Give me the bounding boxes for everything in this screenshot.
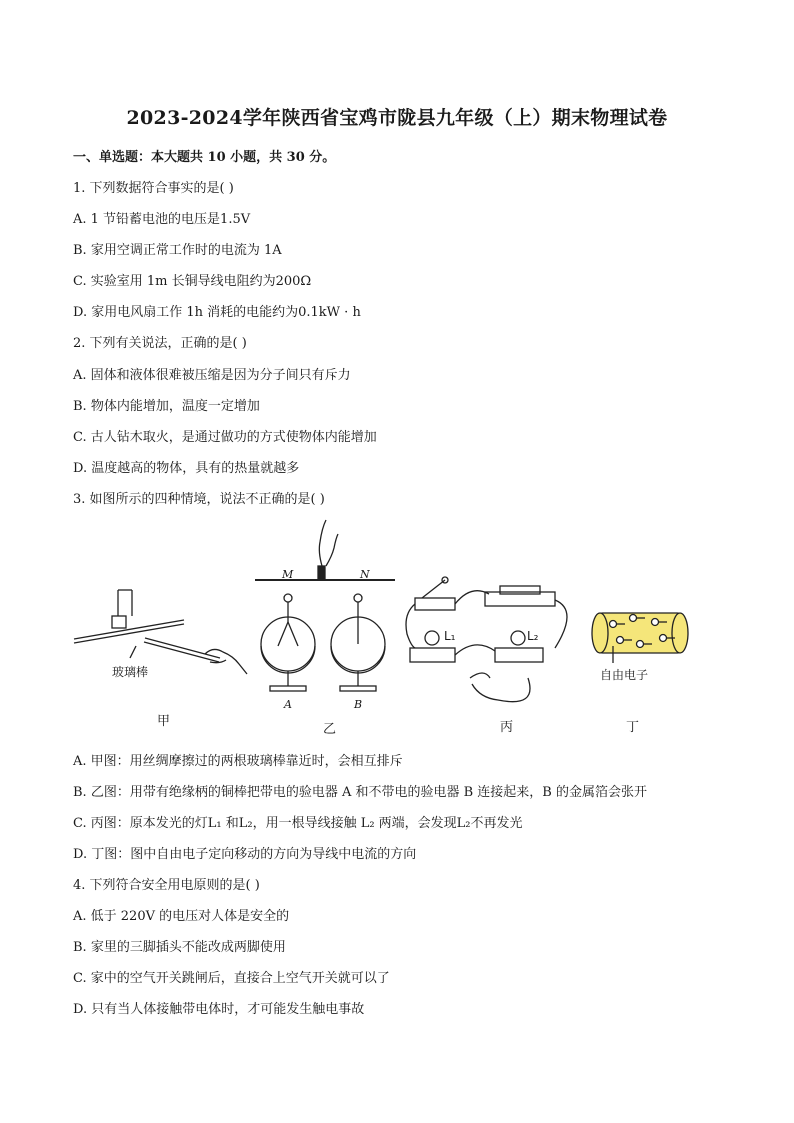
panel-label-yi: 乙 <box>323 722 337 737</box>
yi-electroscope-label-b: B <box>354 698 363 711</box>
question-3-option-a[interactable]: A. 甲图：用丝绸摩擦过的两根玻璃棒靠近时，会相互排斥 <box>73 754 403 769</box>
jia-glass-rods-drawing <box>74 590 247 674</box>
question-1-option-d[interactable]: D. 家用电风扇工作 1h 消耗的电能约为0.1kW · h <box>73 305 361 320</box>
jia-glass-rod-label: 玻璃棒 <box>112 665 149 679</box>
panel-label-ding: 丁 <box>626 720 640 735</box>
question-1-option-a[interactable]: A. 1 节铅蓄电池的电压是1.5V <box>73 212 251 227</box>
yi-rod-label-m: M <box>282 568 294 581</box>
yi-rod-label-n: N <box>360 568 370 581</box>
question-1-option-c[interactable]: C. 实验室用 1m 长铜导线电阻约为200Ω <box>73 274 312 289</box>
panel-label-jia: 甲 <box>157 714 171 729</box>
question-3-figure <box>60 518 740 743</box>
question-3-option-d[interactable]: D. 丁图：图中自由电子定向移动的方向为导线中电流的方向 <box>73 847 417 862</box>
question-3-option-b[interactable]: B. 乙图：用带有绝缘柄的铜棒把带电的验电器 A 和不带电的验电器 B 连接起来，B 的金属箔会张开 <box>73 785 647 800</box>
page-title: 2023-2024学年陕西省宝鸡市陇县九年级（上）期末物理试卷 <box>126 107 668 129</box>
ding-free-electron-label: 自由电子 <box>600 668 649 682</box>
yi-electroscopes-drawing <box>255 520 395 691</box>
yi-electroscope-label-a: A <box>284 698 292 711</box>
question-4-stem: 4. 下列符合安全用电原则的是( ) <box>73 878 260 893</box>
section-heading: 一、单选题：本大题共 10 小题，共 30 分。 <box>73 150 336 165</box>
question-4-option-d[interactable]: D. 只有当人体接触带电体时，才可能发生触电事故 <box>73 1002 365 1017</box>
question-4-option-b[interactable]: B. 家里的三脚插头不能改成两脚使用 <box>73 940 286 955</box>
question-2-option-c[interactable]: C. 古人钻木取火，是通过做功的方式使物体内能增加 <box>73 430 377 445</box>
bing-lamp-label-l2: L₂ <box>527 629 539 643</box>
question-4-option-c[interactable]: C. 家中的空气开关跳闸后，直接合上空气开关就可以了 <box>73 971 390 986</box>
question-2-stem: 2. 下列有关说法，正确的是( ) <box>73 336 247 351</box>
question-3-stem: 3. 如图所示的四种情境，说法不正确的是( ) <box>73 492 325 507</box>
question-1-option-b[interactable]: B. 家用空调正常工作时的电流为 1A <box>73 243 282 258</box>
question-3-option-c[interactable]: C. 丙图：原本发光的灯L₁ 和L₂，用一根导线接触 L₂ 两端，会发现L₂不再发光 <box>73 816 523 831</box>
question-2-option-b[interactable]: B. 物体内能增加，温度一定增加 <box>73 399 260 414</box>
question-1-stem: 1. 下列数据符合事实的是( ) <box>73 181 234 196</box>
question-4-option-a[interactable]: A. 低于 220V 的电压对人体是安全的 <box>73 909 290 924</box>
panel-label-bing: 丙 <box>500 720 514 735</box>
bing-lamp-label-l1: L₁ <box>444 629 456 643</box>
question-2-option-a[interactable]: A. 固体和液体很难被压缩是因为分子间只有斥力 <box>73 368 351 383</box>
ding-wire-drawing <box>592 613 688 663</box>
question-2-option-d[interactable]: D. 温度越高的物体，具有的热量就越多 <box>73 461 300 476</box>
bing-circuit-drawing <box>406 577 567 702</box>
